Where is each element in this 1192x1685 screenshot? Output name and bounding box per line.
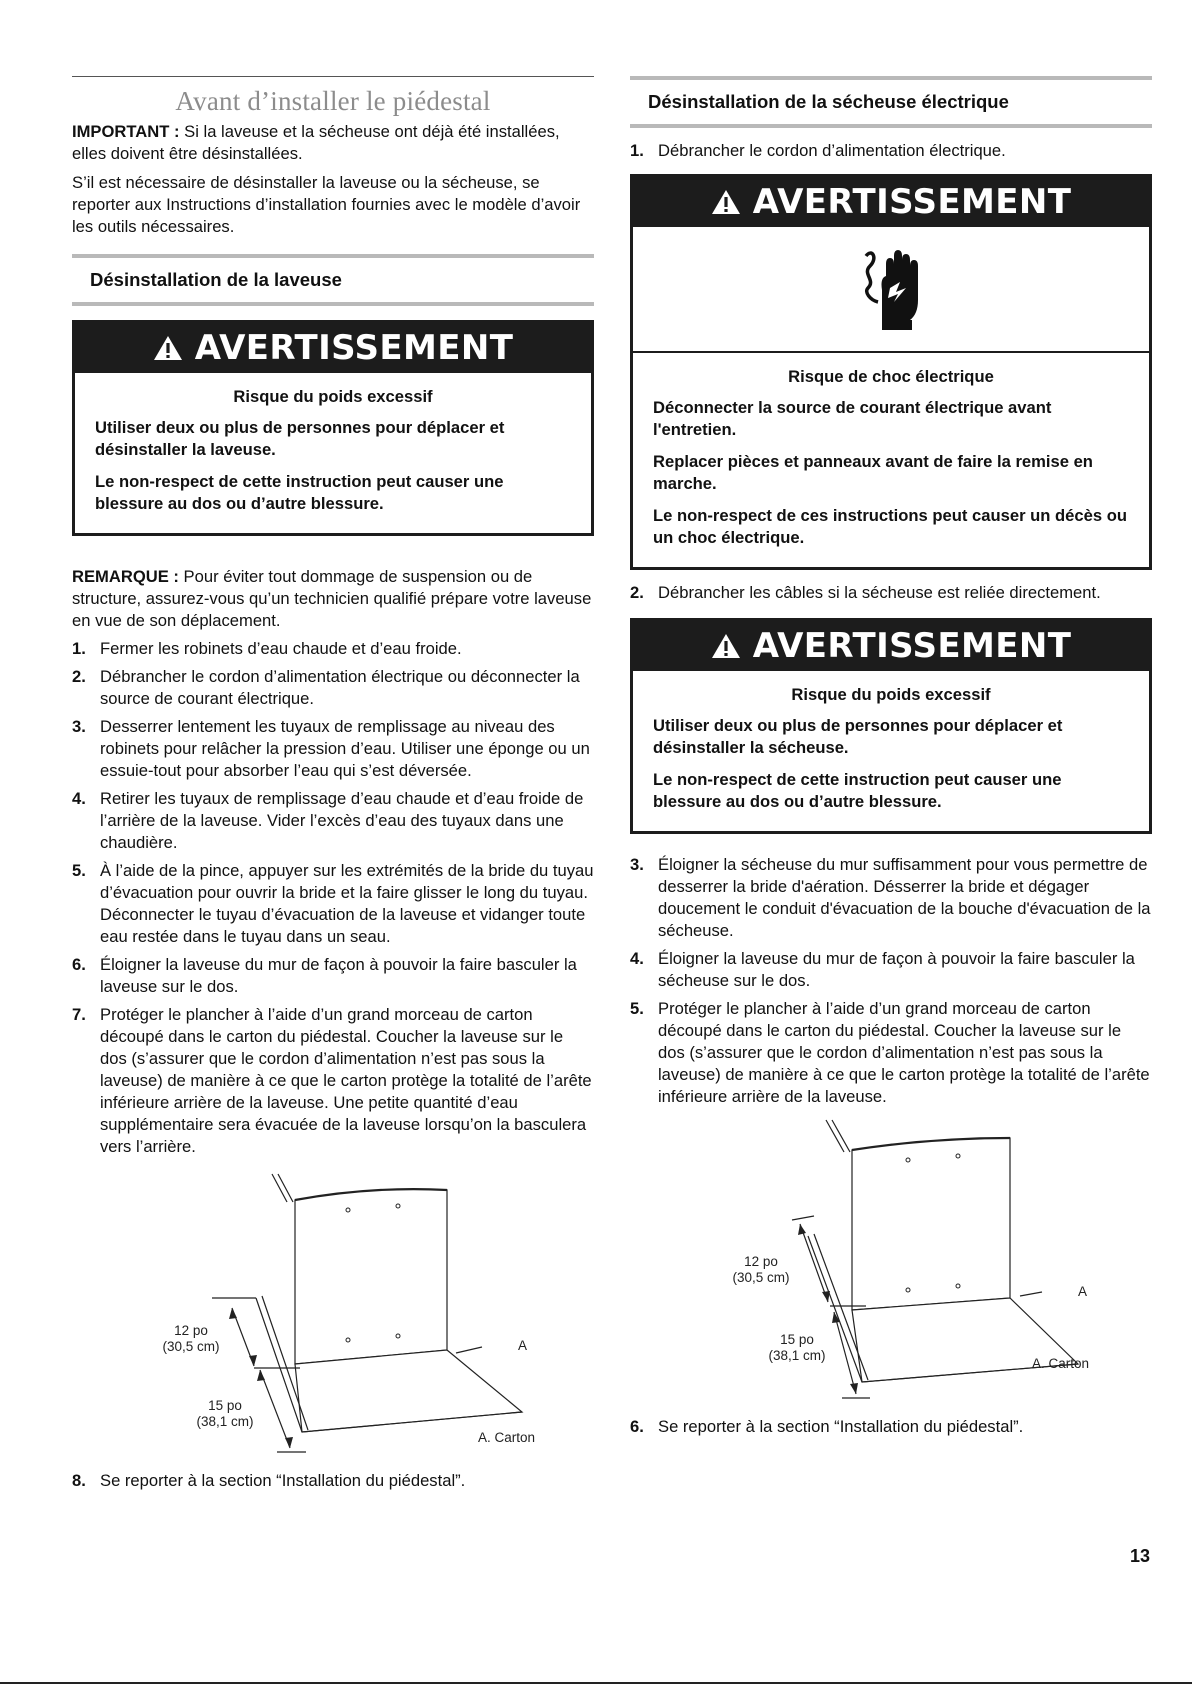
warning-box-weight-dryer <box>630 618 1152 834</box>
list-item <box>630 582 1152 604</box>
warning-word: AVERTISSEMENT <box>194 328 514 368</box>
washer-tilt-illustration <box>72 1170 594 1470</box>
step-number: 3. <box>72 717 86 736</box>
figure-dimension-label <box>764 1332 830 1364</box>
warning-triangle-icon <box>711 632 741 660</box>
step-text: À l’aide de la pince, appuyer sur les extrémités de la bride du tuyau d’évacuation pour ouvrir la bride et la faire glisser le long du tuyau. Déconnecter le tuyau d’évacuation de la laveuse et vidanger toute eau restée dans le tuyau dans un seau. <box>100 861 594 946</box>
warning-box-weight-washer <box>72 320 594 536</box>
step-number: 3. <box>630 855 644 874</box>
list-item <box>72 638 594 660</box>
dimension-cm: (38,1 cm) <box>768 1348 826 1363</box>
warning-banner <box>75 323 591 373</box>
right-column <box>630 76 1152 1438</box>
dimension-inches: 12 po <box>744 1254 778 1269</box>
warning-word: AVERTISSEMENT <box>752 182 1072 222</box>
warning-line: Le non-respect de cette instruction peut causer une blessure au dos ou d’autre blessure. <box>95 472 504 513</box>
washer-final-step <box>72 1470 594 1492</box>
list-item <box>630 854 1152 942</box>
step-text: Éloigner la sécheuse du mur suffisamment pour vous permettre de desserrer la bride d'aération. Désserrer la bride et dégager doucement le conduit d'évacuation de la bouche d'évacuation de la sécheuse. <box>658 855 1151 940</box>
warning-body <box>633 353 1149 567</box>
warning-body <box>75 373 591 533</box>
step-number: 1. <box>630 141 644 160</box>
step-text: Protéger le plancher à l’aide d’un grand morceau de carton découpé dans le carton du piédestal. Coucher la laveuse sur le dos (s’assurer que le cordon d’alimentation n’est pas sous la laveuse) de manière à ce que le carton protège la totalité de l’arête inférieure arrière de la laveuse. <box>658 999 1150 1106</box>
intro-paragraph: S’il est nécessaire de désinstaller la laveuse ou la sécheuse, se reporter aux Instructions d’installation fournies avec le modèle d’avoir les outils nécessaires. <box>72 173 581 236</box>
dimension-cm: (30,5 cm) <box>732 1270 790 1285</box>
list-item <box>72 860 594 948</box>
step-text: Se reporter à la section “Installation du piédestal”. <box>100 1471 466 1490</box>
list-item <box>72 666 594 710</box>
warning-body <box>633 671 1149 831</box>
dryer-step-1 <box>630 140 1152 162</box>
important-paragraph <box>72 121 594 165</box>
warning-box-electric-shock <box>630 174 1152 570</box>
figure-callout-letter: A <box>518 1338 528 1353</box>
dryer-steps-list <box>630 854 1152 1108</box>
figure-caption: A. Carton <box>1032 1356 1090 1371</box>
electric-shock-hand-icon <box>856 244 926 334</box>
dimension-cm: (30,5 cm) <box>162 1339 220 1354</box>
warning-triangle-icon <box>153 334 183 362</box>
washer-tilt-figure <box>72 1170 594 1470</box>
warning-word: AVERTISSEMENT <box>752 626 1072 666</box>
left-column <box>72 76 594 1492</box>
list-item <box>630 948 1152 992</box>
section-heading-dryer: Désinstallation de la sécheuse électrique <box>630 76 1152 128</box>
warning-subtitle: Risque du poids excessif <box>791 685 991 704</box>
warning-line: Déconnecter la source de courant électrique avant l'entretien. <box>653 398 1052 439</box>
step-number: 8. <box>72 1471 86 1490</box>
list-item <box>72 788 594 854</box>
warning-triangle-icon <box>711 188 741 216</box>
warning-line: Replacer pièces et panneaux avant de faire la remise en marche. <box>653 452 1093 493</box>
figure-callout-letter: A <box>1078 1284 1088 1299</box>
step-text: Desserrer lentement les tuyaux de remplissage au niveau des robinets pour relâcher la pression d’eau. Utiliser une éponge ou un essuie-tout pour absorber l’eau qui s’est déversée. <box>100 717 590 780</box>
step-number: 4. <box>630 949 644 968</box>
warning-banner <box>633 177 1149 227</box>
step-number: 5. <box>72 861 86 880</box>
step-text: Débrancher le cordon d’alimentation électrique ou déconnecter la source de courant électrique. <box>100 667 580 708</box>
warning-subtitle: Risque de choc électrique <box>788 367 994 386</box>
list-item <box>72 716 594 782</box>
important-text: Si la laveuse et la sécheuse ont déjà été installées, elles doivent être désinstallées. <box>72 122 560 163</box>
step-number: 1. <box>72 639 86 658</box>
figure-dimension-label <box>728 1254 794 1286</box>
shock-pictogram-row <box>633 227 1149 353</box>
step-number: 6. <box>630 1417 644 1436</box>
step-number: 2. <box>630 583 644 602</box>
list-item <box>72 1004 594 1158</box>
step-number: 2. <box>72 667 86 686</box>
step-text: Débrancher les câbles si la sécheuse est reliée directement. <box>658 583 1101 602</box>
section-heading-washer: Désinstallation de la laveuse <box>72 254 594 306</box>
figure-dimension-label <box>158 1323 224 1355</box>
figure-caption: A. Carton <box>478 1430 536 1445</box>
warning-line: Utiliser deux ou plus de personnes pour déplacer et désinstaller la laveuse. <box>95 418 505 459</box>
warning-line: Utiliser deux ou plus de personnes pour déplacer et désinstaller la sécheuse. <box>653 716 1063 757</box>
step-text: Éloigner la laveuse du mur de façon à pouvoir la faire basculer la sécheuse sur le dos. <box>658 949 1135 990</box>
warning-banner <box>633 621 1149 671</box>
remark-text: Pour éviter tout dommage de suspension ou de structure, assurez-vous qu’un technicien qualifié prépare votre laveuse en vue de son déplacement. <box>72 567 592 630</box>
step-text: Retirer les tuyaux de remplissage d’eau chaude et d’eau froide de l’arrière de la laveuse. Vider l’excès d’eau des tuyaux dans une chaudière. <box>100 789 584 852</box>
step-text: Débrancher le cordon d’alimentation électrique. <box>658 141 1006 160</box>
remark-label: REMARQUE : <box>72 567 179 586</box>
dryer-step-2 <box>630 582 1152 604</box>
dimension-cm: (38,1 cm) <box>196 1414 254 1429</box>
list-item <box>72 1470 594 1492</box>
list-item <box>630 998 1152 1108</box>
dimension-inches: 15 po <box>208 1398 242 1413</box>
dryer-final-step <box>630 1416 1152 1438</box>
step-text: Protéger le plancher à l’aide d’un grand morceau de carton découpé dans le carton du piédestal. Coucher la laveuse sur le dos (s’assurer que le cordon d’alimentation n’est pas sous la laveuse) de manière à ce que le carton protège la totalité de l’arête inférieure arrière de la laveuse. Une petite quantité d’eau supplémentaire sera évacuée de la laveuse lorsqu’on la basculera vers l’arrière. <box>100 1005 592 1156</box>
step-text: Éloigner la laveuse du mur de façon à pouvoir la faire basculer la laveuse sur le dos. <box>100 955 577 996</box>
remark-paragraph <box>72 566 594 632</box>
warning-line: Le non-respect de cette instruction peut causer une blessure au dos ou d’autre blessure. <box>653 770 1062 811</box>
page-bottom-rule <box>0 1682 1192 1684</box>
figure-dimension-label <box>192 1398 258 1430</box>
dryer-tilt-figure <box>630 1116 1152 1416</box>
page-title: Avant d’installer le piédestal <box>175 86 491 116</box>
page-number: 13 <box>1129 1546 1150 1566</box>
washer-steps-list <box>72 638 594 1158</box>
important-label: IMPORTANT : <box>72 122 180 141</box>
step-number: 6. <box>72 955 86 974</box>
warning-subtitle: Risque du poids excessif <box>233 387 433 406</box>
step-number: 7. <box>72 1005 86 1024</box>
list-item <box>72 954 594 998</box>
step-text: Fermer les robinets d’eau chaude et d’eau froide. <box>100 639 462 658</box>
dimension-inches: 15 po <box>780 1332 814 1347</box>
list-item <box>630 1416 1152 1438</box>
step-number: 4. <box>72 789 86 808</box>
list-item <box>630 140 1152 162</box>
step-text: Se reporter à la section “Installation du piédestal”. <box>658 1417 1024 1436</box>
dimension-inches: 12 po <box>174 1323 208 1338</box>
warning-line: Le non-respect de ces instructions peut causer un décès ou un choc électrique. <box>653 506 1127 547</box>
step-number: 5. <box>630 999 644 1018</box>
